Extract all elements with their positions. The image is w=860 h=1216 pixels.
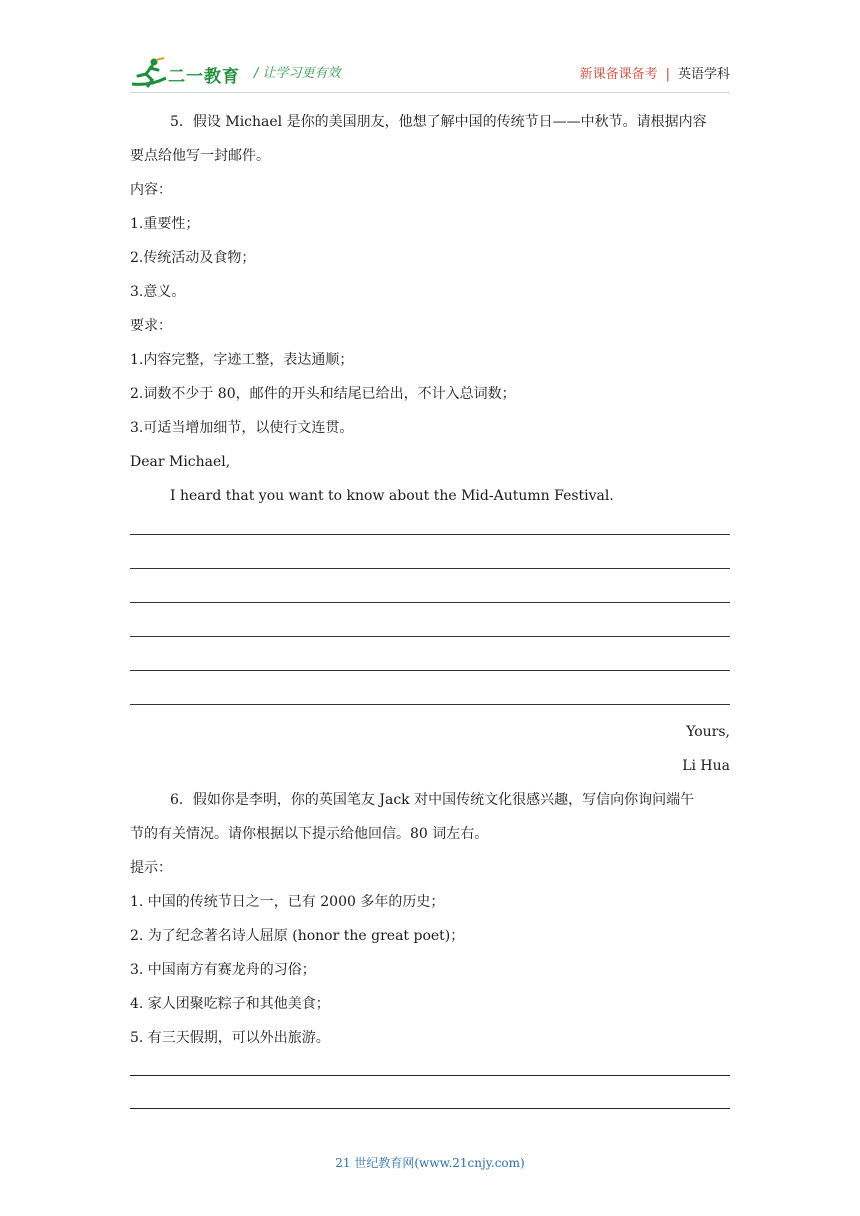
q6-hint-item: 5. 有三天假期，可以外出旅游。 (130, 1030, 330, 1046)
q5-answer-line[interactable] (130, 636, 730, 637)
page-header (130, 52, 730, 92)
q5-closing: Yours, (686, 724, 730, 740)
q5-prompt-line1: 5．假设 Michael 是你的美国朋友，他想了解中国的传统节日——中秋节。请根据内容 (170, 114, 707, 130)
q6-hint-label: 提示： (130, 860, 172, 876)
q6-prompt-line2: 节的有关情况。请你根据以下提示给他回信。80 词左右。 (130, 826, 489, 842)
q6-answer-line[interactable] (130, 1108, 730, 1109)
q5-content-item: 2.传统活动及食物； (130, 250, 256, 266)
q5-answer-line[interactable] (130, 534, 730, 535)
brand-slogan: / 让学习更有效 (254, 66, 341, 81)
q6-prompt-line1: 6．假如你是李明，你的英国笔友 Jack 对中国传统文化很感兴趣，写信向你询问端午 (170, 792, 695, 808)
q6-hint-item: 2. 为了纪念著名诗人屈原 (honor the great poet)； (130, 928, 465, 944)
header-right (580, 63, 730, 82)
q5-content-item: 1.重要性； (130, 216, 200, 232)
q5-content-item: 3.意义。 (130, 284, 186, 300)
q5-salutation: Dear Michael, (130, 454, 231, 470)
q6-hint-item: 4. 家人团聚吃粽子和其他美食； (130, 996, 330, 1012)
q5-answer-line[interactable] (130, 704, 730, 705)
q5-answer-line[interactable] (130, 568, 730, 569)
page-footer: 21 世纪教育网(www.21cnjy.com) (335, 1156, 525, 1170)
q5-requirements-label: 要求： (130, 318, 172, 334)
q6-hint-item: 3. 中国南方有赛龙舟的习俗； (130, 962, 316, 978)
q6-answer-line[interactable] (130, 1075, 730, 1076)
header-course-label: 新课备课备考 (579, 67, 658, 82)
q5-opening-sentence: I heard that you want to know about the Mid-Autumn Festival. (170, 488, 614, 504)
q5-requirement-item: 1.内容完整，字迹工整，表达通顺； (130, 352, 354, 368)
q5-requirement-item: 3.可适当增加细节，以使行文连贯。 (130, 420, 354, 436)
brand-name: 二一教育 (168, 67, 240, 87)
q5-answer-line[interactable] (130, 602, 730, 603)
q5-content-label: 内容： (130, 182, 172, 198)
header-subject-label: 英语学科 (677, 67, 730, 82)
header-divider (130, 92, 730, 93)
q5-prompt-line2: 要点给他写一封邮件。 (130, 148, 270, 164)
q6-hint-item: 1. 中国的传统节日之一，已有 2000 多年的历史； (130, 894, 445, 910)
q5-signature: Li Hua (682, 758, 730, 774)
q5-answer-line[interactable] (130, 670, 730, 671)
q5-requirement-item: 2.词数不少于 80，邮件的开头和结尾已给出，不计入总词数； (130, 386, 516, 402)
header-separator: | (665, 67, 670, 82)
